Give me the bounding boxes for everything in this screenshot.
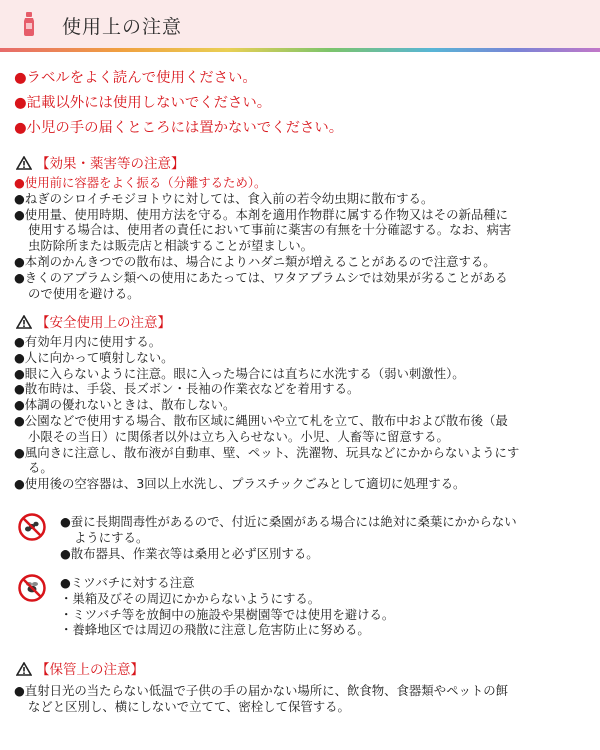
bottle-icon: [22, 12, 36, 36]
bee-text: ●ミツバチに対する注意 ・巣箱及びその周辺にかからないようにする。 ・ミツバチ等を放飼中の施設や果樹園等では使用を避ける。 ・養蜂地区では周辺の飛散に注意し危害防止に努める。: [60, 575, 395, 638]
section-heading-effect: 【効果・薬害等の注意】: [16, 152, 185, 172]
warning-triangle-icon: [16, 156, 32, 170]
no-silkworm-icon: [18, 513, 46, 541]
warning-line: ●記載以外には使用しないでください。: [14, 95, 272, 111]
section-heading-safety: 【安全使用上の注意】: [16, 311, 171, 331]
warning-line: ●小児の手の届くところには置かないでください。: [14, 120, 344, 136]
section-heading-storage: 【保管上の注意】: [16, 658, 144, 678]
safety-text: ●有効年月内に使用する。 ●人に向かって噴射しない。 ●眼に入らないように注意。眼に入った場合には直ちに水洗する（弱い刺激性）。 ●散布時は、手袋、長ズボン・長袖の作業衣などを着用する。 ●体調の優れないときは、散布しない。 ●公園などで使用する場合、散布区域に縄囲いや立て札を立て、散布中および散布後（最 小限その当日）に関係者以外は立ち入らせない。小児、人畜等に留意する。 ●風向きに注意し、散布液が自動車、壁、ペット、洗濯物、玩具などにかからないようにす る。 ●使用後の空容器は、3回以上水洗し、プラスチックごみとして適切に処理する。: [14, 334, 520, 492]
no-bee-icon: [18, 574, 46, 602]
page-header: [0, 0, 600, 48]
page-title: 使用上の注意: [62, 16, 183, 38]
storage-text: ●直射日光の当たらない低温で子供の手の届かない場所に、飲食物、食器類やペットの餌 などと区別し、横にしないで立てて、密栓して保管する。: [14, 683, 509, 714]
effect-text: ●使用前に容器をよく振る（分離するため）。 ●ねぎのシロイチモジヨトウに対しては、食入前の若令幼虫期に散布する。 ●使用量、使用時期、使用方法を守る。本剤を適用作物群に属する作物又はその新品種に 使用する場合は、使用者の責任において事前に薬害の有無を十分確認する。なお、病害 虫防除所または販売店と相談することが望ましい。 ●本剤のかんきつでの散布は、場合によりハダニ類が増えることがあるので注意する。 ●きくのアブラムシ類への使用にあたっては、ワタアブラムシでは効果が劣ることがある ので使用を避ける。: [14, 175, 512, 301]
rainbow-divider: [0, 48, 600, 52]
warning-triangle-icon: [16, 315, 32, 329]
silkworm-text: ●蚕に長期間毒性があるので、付近に桑園がある場合には絶対に桑葉にかからない ようにする。 ●散布器具、作業衣等は桑用と必ず区別する。: [60, 514, 517, 561]
warning-line: ●ラベルをよく読んで使用ください。: [14, 70, 257, 86]
warning-triangle-icon: [16, 662, 32, 676]
